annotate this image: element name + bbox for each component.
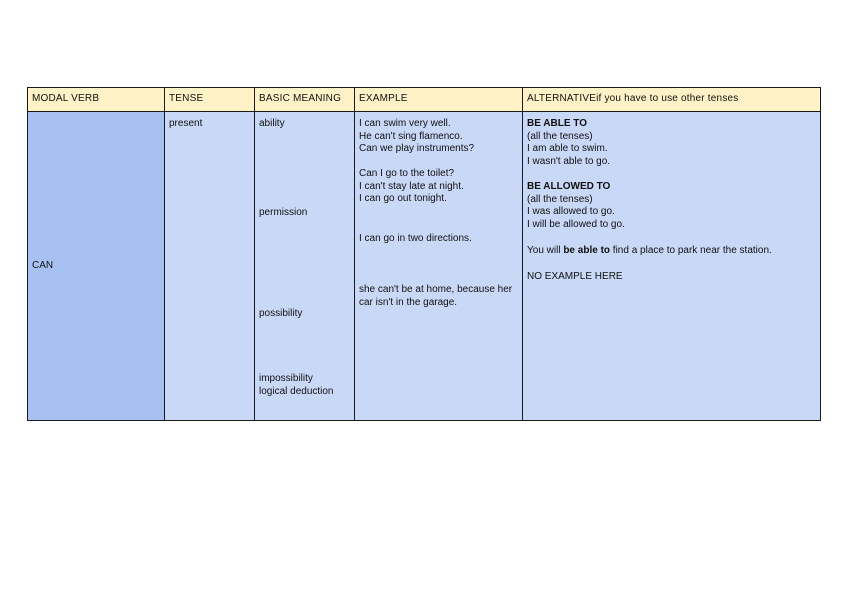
alt-be-allowed-to-line-1: (all the tenses) (527, 193, 593, 205)
alt-possibility-sentence (527, 245, 816, 258)
example-permission-3: I can go out tonight. (359, 193, 447, 204)
header-tense: TENSE (165, 88, 255, 112)
example-ability-1: I can swim very well. (359, 118, 451, 129)
modal-verbs-table (27, 87, 821, 421)
alt-be-able-to-line-3: I wasn't able to go. (527, 155, 611, 167)
basic-meaning-cell (255, 112, 355, 421)
header-alternative-label: ALTERNATIVE (527, 93, 597, 105)
alt-possibility-bold: be able to (563, 245, 611, 256)
meaning-permission: permission (259, 207, 308, 218)
alt-be-able-to-line-1: (all the tenses) (527, 130, 593, 142)
example-cell (355, 112, 523, 421)
tense-value: present (169, 118, 203, 129)
example-ability-3: Can we play instruments? (359, 143, 475, 154)
alt-no-example: NO EXAMPLE HERE (527, 271, 623, 282)
example-deduction: she can't be at home, because her car isn't in the garage. (359, 284, 513, 308)
table-header-row (28, 88, 821, 112)
alt-be-allowed-to-title: BE ALLOWED TO (527, 181, 611, 192)
example-ability-2: He can't sing flamenco. (359, 130, 463, 142)
example-possibility-1: I can go in two directions. (359, 233, 472, 244)
header-example: EXAMPLE (355, 88, 523, 112)
meaning-possibility: possibility (259, 308, 303, 319)
alt-be-allowed-to-line-3: I will be allowed to go. (527, 218, 625, 230)
header-alternative-note: if you have to use other tenses (596, 93, 739, 105)
alt-be-allowed-to-line-2: I was allowed to go. (527, 206, 615, 217)
table-row (28, 112, 821, 421)
header-modal-verb: MODAL VERB (28, 88, 165, 112)
meaning-ability: ability (259, 118, 285, 129)
meaning-logical-deduction: logical deduction (259, 385, 334, 397)
alt-possibility-after: find a place to park near the station. (610, 245, 772, 256)
modal-verb-cell (28, 112, 165, 421)
alt-be-able-to-title: BE ABLE TO (527, 118, 588, 129)
meaning-impossibility: impossibility (259, 373, 313, 384)
modal-verb-value: CAN (32, 259, 54, 271)
alt-possibility-before: You will (527, 245, 564, 256)
tense-cell (165, 112, 255, 421)
example-permission-2: I can't stay late at night. (359, 180, 464, 192)
example-permission-1: Can I go to the toilet? (359, 168, 455, 179)
alt-be-able-to-line-2: I am able to swim. (527, 143, 608, 154)
header-alternative (523, 88, 821, 112)
alternative-cell (523, 112, 821, 421)
header-basic-meaning: BASIC MEANING (255, 88, 355, 112)
